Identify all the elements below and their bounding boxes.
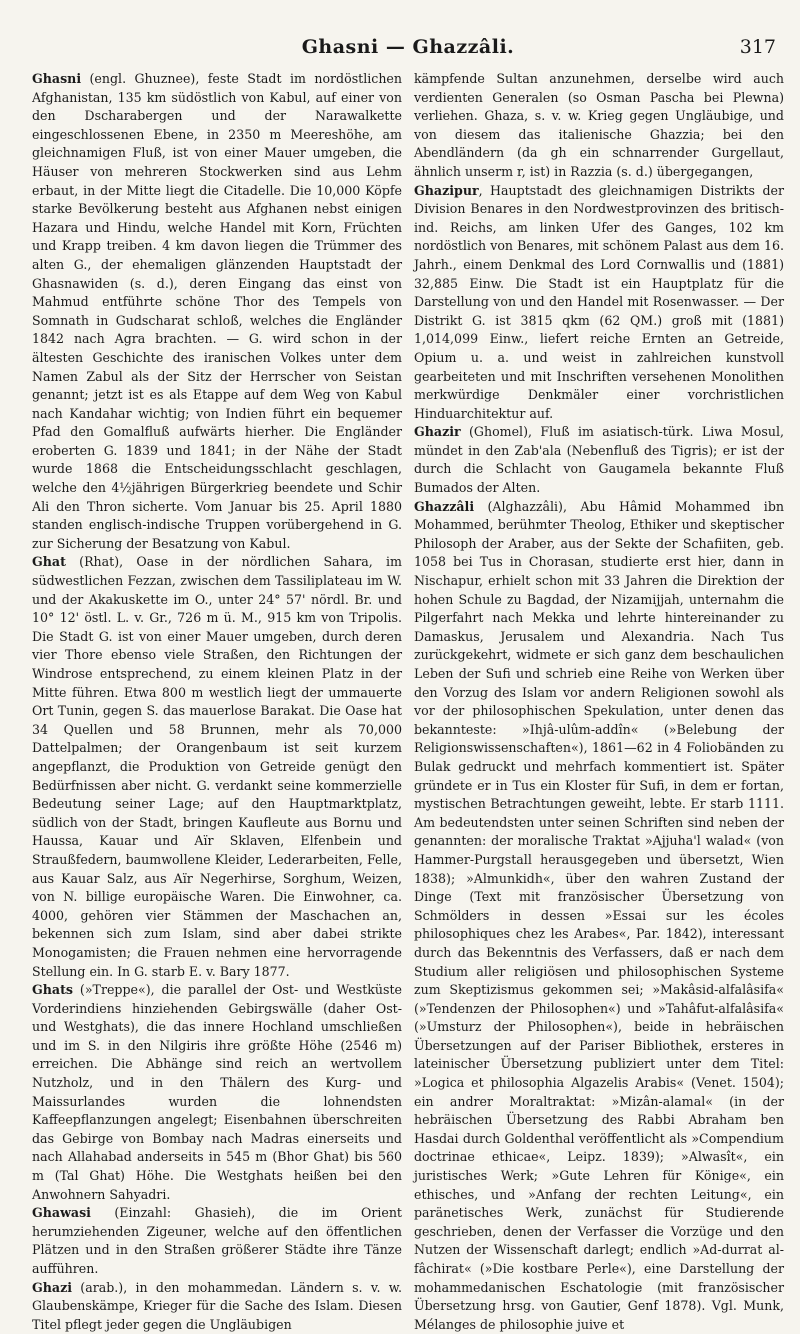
headword: Ghat [32, 554, 66, 570]
entry-text: (Ghomel), Fluß im asiatisch-türk. Liwa Mosul, mündet in den Zab'ala (Nebenfluß des Tigris); er ist der durch die Schlacht von Gaugamela bekannte Fluß Bumados der Alten. [414, 424, 784, 496]
entry-ghazi-continued [414, 70, 784, 182]
headword: Ghazir [414, 424, 461, 440]
page-header [32, 32, 784, 66]
entry-text: (Rhat), Oase in der nördlichen Sahara, im südwestlichen Fezzan, zwischen dem Tassiliplateau im W. und der Akakuskette im O., unter 24° 57' nördl. Br. und 10° 12' östl. L. v. Gr., 726 m ü. M., 915 km von Tripolis. Die Stadt G. ist von einer Mauer umgeben, durch deren vier Thore ebenso viele Straßen, den Richtungen der Windrose entsprechend, zu einem kleinen Platz in der Mitte führen. Etwa 800 m westlich liegt der ummauerte Ort Tunin, gegen S. das mauerlose Barakat. Die Oase hat 34 Quellen und 58 Brunnen, mehr als 70,000 Dattelpalmen; der Orangenbaum ist seit kurzem angepflanzt, die Produktion von Getreide genügt den Bedürfnissen aber nicht. G. verdankt seine kommerzielle Bedeutung seiner Lage; auf den Hauptmarktplatz, südlich von der Stadt, bringen Kaufleute aus Bornu und Haussa, Kauar und Aïr Sklaven, Elfenbein und Straußfedern, baumwollene Kleider, Lederarbeiten, Felle, aus Kauar Salz, aus Aïr Negerhirse, Sorghum, Weizen, von N. billige europäische Waren. Die Einwohner, ca. 4000, gehören vier Stämmen der Maschachen an, bekennen sich zum Islam, sind aber dabei strikte Monogamisten; die Frauen nehmen eine hervorragende Stellung ein. In G. starb E. v. Bary 1877. [32, 554, 402, 979]
headword: Ghazi [32, 1279, 73, 1295]
running-title: Ghasni — Ghazzâli. [301, 36, 515, 58]
entry-text: (engl. Ghuznee), feste Stadt im nordöstlichen Afghanistan, 135 km südöstlich von Kabul, auf einer von den Dscharabergen und der Narawalkette eingeschlossenen Ebene, in 2350 m Meereshöhe, am gleichnamigen Fluß, ist von einer Mauer umgeben, die Häuser von mehreren Stockwerken sind aus Lehm erbaut, in der Mitte liegt die Citadelle. Die 10,000 Köpfe starke Bevölkerung besteht aus Afghanen nebst einigen Hazara und Hindu, welche Handel mit Korn, Früchten und Krapp treiben. 4 km davon liegen die Trümmer des alten G., der ehemaligen glänzenden Hauptstadt der Ghasnawiden (s. d.), deren Eingang das einst von Mahmud entführte schöne Thor des Tempels von Somnath in Gudscharat schloß, welches die Engländer 1842 nach Agra brachten. — G. wird schon in der ältesten Geschichte des iranischen Volkes unter dem Namen Zabul als der Sitz der Herrscher von Seistan genannt; jetzt ist es als Etappe auf dem Weg von Kabul nach Kandahar wichtig; von Indien führt ein bequemer Pfad den Gomalfluß aufwärts hierher. Die Engländer eroberten G. 1839 und 1841; in der Nähe der Stadt wurde 1868 die Entscheidungsschlacht geschlagen, welche den 4½jährigen Bürgerkrieg beendete und Schir Ali den Thron sicherte. Vom Januar bis 25. April 1880 standen englisch-indische Truppen vorübergehend in G. zur Sicherung der Besatzung von Kabul. [32, 71, 402, 551]
page-number: 317 [739, 36, 776, 58]
right-column [414, 70, 784, 1334]
headword: Ghawasi [32, 1205, 91, 1221]
left-column [32, 70, 402, 1334]
headword: Ghazipur [414, 182, 479, 198]
entry-ghat [32, 553, 402, 981]
entry-text: kämpfende Sultan anzunehmen, derselbe wird auch verdienten Generalen (so Osman Pascha bei Plewna) verliehen. Ghaza, s. v. w. Krieg gegen Ungläubige, und von diesem das italienische Ghazzia; bei den Abendländern (da gh ein schnarrender Gurgellaut, ähnlich unserm r, ist) in Razzia (s. d.) übergegangen, [414, 71, 784, 179]
entry-text: (»Treppe«), die parallel der Ost- und Westküste Vorderindiens hinziehenden Gebirgswälle (daher Ost- und Westghats), die das innere Hochland umschließen und im S. in den Nilgiris ihre größte Höhe (2546 m) erreichen. Die Abhänge sind reich an wertvollem Nutzholz, und in den Thälern des Kurg- und Maissurlandes wurden die lohnendsten Kaffeepflanzungen angelegt; Eisenbahnen überschreiten das Gebirge von Bombay nach Madras einerseits und nach Allahabad anderseits in 545 m (Bhor Ghat) bis 560 m (Tal Ghat) Höhe. Die Westghats heißen bei den Anwohnern Sahyadri. [32, 982, 402, 1202]
entry-ghazir [414, 423, 784, 497]
entry-ghazi [32, 1279, 402, 1334]
entry-ghasni [32, 70, 402, 553]
entry-text: (Einzahl: Ghasieh), die im Orient herumziehenden Zigeuner, welche auf den öffentlichen Plätzen und in den Straßen größerer Städte ihre Tänze aufführen. [32, 1205, 402, 1276]
entry-ghawasi [32, 1204, 402, 1278]
entry-text: (arab.), in den mohammedan. Ländern s. v. w. Glaubenskämpe, Krieger für die Sache des Islam. Diesen Titel pflegt jeder gegen die Ungläubigen [32, 1279, 402, 1332]
text-columns [32, 70, 784, 1334]
headword: Ghasni [32, 71, 82, 86]
headword: Ghats [32, 982, 73, 998]
entry-ghazipur [414, 182, 784, 424]
headword: Ghazzâli [414, 498, 475, 514]
entry-ghazzali [414, 498, 784, 1334]
entry-text: , Hauptstadt des gleichnamigen Distrikts der Division Benares in den Nordwestprovinzen des britisch-ind. Reichs, am linken Ufer des Ganges, 102 km nordöstlich von Benares, mit schönem Palast aus dem 16. Jahrh., einem Denkmal des Lord Cornwallis und (1881) 32,885 Einw. Die Stadt ist ein Hauptplatz für die Darstellung von und den Handel mit Rosenwasser. — Der Distrikt G. ist 3815 qkm (62 QM.) groß mit (1881) 1,014,099 Einw., liefert reiche Ernten an Getreide, Opium u. a. und weist in zahlreichen kunstvoll gearbeiteten und mit Inschriften versehenen Monolithen merkwürdige Denkmäler einer vorchristlichen Hinduarchitektur auf. [414, 182, 784, 421]
entry-ghats [32, 981, 402, 1204]
entry-text: (Alghazzâli), Abu Hâmid Mohammed ibn Mohammed, berühmter Theolog, Ethiker und skeptischer Philosoph der Araber, aus der Sekte der Schafiiten, geb. 1058 bei Tus in Chorasan, studierte erst hier, dann in Nischapur, erhielt schon mit 33 Jahren die Direktion der hohen Schule zu Bagdad, der Nizamijjah, unternahm die Pilgerfahrt nach Mekka und lehrte hintereinander zu Damaskus, Jerusalem und Alexandria. Nach Tus zurückgekehrt, widmete er sich ganz dem beschaulichen Leben der Sufi und schrieb eine Reihe von Werken über den Vorzug des Islam vor andern Religionen sowohl als vor der philosophischen Spekulation, unter denen das bekannteste: »Ihjâ-ulûm-addîn« (»Belebung der Religionswissenschaften«), 1861—62 in 4 Foliobänden zu Bulak gedruckt und mehrfach kommentiert ist. Später gründete er in Tus ein Kloster für Sufi, in dem er fortan, mystischen Betrachtungen geweiht, lebte. Er starb 1111. Am bedeutendsten unter seinen Schriften sind neben der genannten: der moralische Traktat »Ajjuha'l walad« (von Hammer-Purgstall herausgegeben und übersetzt, Wien 1838); »Almunkidh«, über den wahren Zustand der Dinge (Text mit französischer Übersetzung von Schmölders in dessen »Essai sur les écoles philosophiques chez les Arabes«, Par. 1842), interessant durch das Bekenntnis des Verfassers, daß er nach dem Studium aller religiösen und philosophischen Systeme zum Skeptizismus gekommen sei; »Makâsid-alfalâsifa« (»Tendenzen der Philosophen«) und »Tahâfut-alfalâsifa« (»Umsturz der Philosophen«), beide in hebräischen Übersetzungen auf der Pariser Bibliothek, ersteres in lateinischer Übersetzung publiziert unter dem Titel: »Logica et philosophia Algazelis Arabis« (Venet. 1504); ein andrer Moraltraktat: »Mizân-alamal« (in der hebräischen Übersetzung des Rabbi Abraham ben Hasdai durch Goldenthal veröffentlicht als »Compendium doctrinae ethicae«, Leipz. 1839); »Alwasît«, ein juristisches Werk; »Gute Lehren für Könige«, ein ethisches, und »Anfang der rechten Leitung«, ein paränetisches Werk, zunächst für Studierende geschrieben, denen der Verfasser die Vorzüge und den Nutzen der Wissenschaft darlegt; endlich »Ad-durrat al-fâchirat« (»Die kostbare Perle«), eine Darstellung der mohammedanischen Eschatologie (mit französischer Übersetzung hrsg. von Gautier, Genf 1878). Vgl. Munk, Mélanges de philosophie juive et [414, 498, 784, 1332]
